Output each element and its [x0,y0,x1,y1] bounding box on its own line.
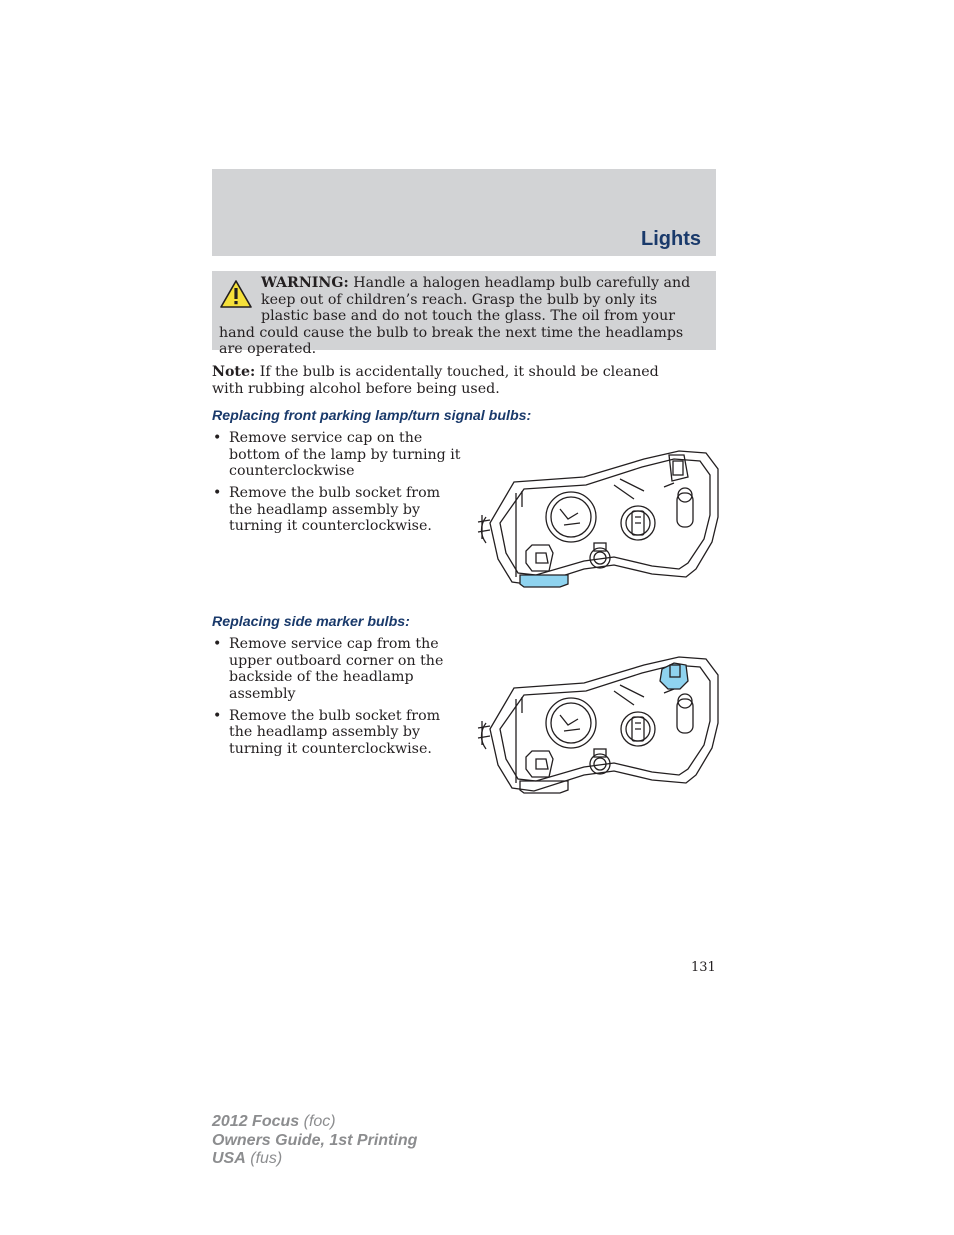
warning-text: Handle a halogen headlamp bulb carefully and keep out of children’s reach. Grasp the bulb by only its plastic base and do not touch the glass. The oil from your hand could cause the bulb to break the next time the headlamps are operated. [219,275,691,358]
footer-market-code: (fus) [250,1150,283,1167]
document-footer [212,1113,417,1169]
headlamp-illustration-parking [474,447,722,589]
note-label: Note: [212,364,256,380]
warning-box [212,271,716,358]
warning-label: WARNING: [261,275,349,291]
footer-model-code: (foc) [303,1113,336,1130]
page-number: 131 [691,960,716,975]
section-header-band [212,169,716,256]
section-heading-side-marker: Replacing side marker bulbs: [212,614,410,630]
footer-edition: Owners Guide, 1st Printing [212,1131,418,1149]
footer-market: USA [212,1150,246,1167]
list-item: • Remove the bulb socket from the headlamp assembly by turning it counterclockwise. [212,708,464,758]
list-item: • Remove service cap on the bottom of the lamp by turning it counterclockwise [212,430,464,480]
warning-triangle-icon [219,279,253,309]
side-marker-steps [212,636,464,763]
footer-model: 2012 Focus [212,1113,300,1130]
section-heading-parking-lamp: Replacing front parking lamp/turn signal bulbs: [212,408,532,424]
list-item: • Remove the bulb socket from the headlamp assembly by turning it counterclockwise. [212,485,464,535]
parking-lamp-steps [212,430,464,541]
list-item: • Remove service cap from the upper outboard corner on the backside of the headlamp assembly [212,636,464,702]
section-title: Lights [641,228,701,250]
note-paragraph [212,364,692,397]
headlamp-illustration-side-marker [474,653,722,795]
note-text: If the bulb is accidentally touched, it should be cleaned with rubbing alcohol before being used. [212,364,659,397]
